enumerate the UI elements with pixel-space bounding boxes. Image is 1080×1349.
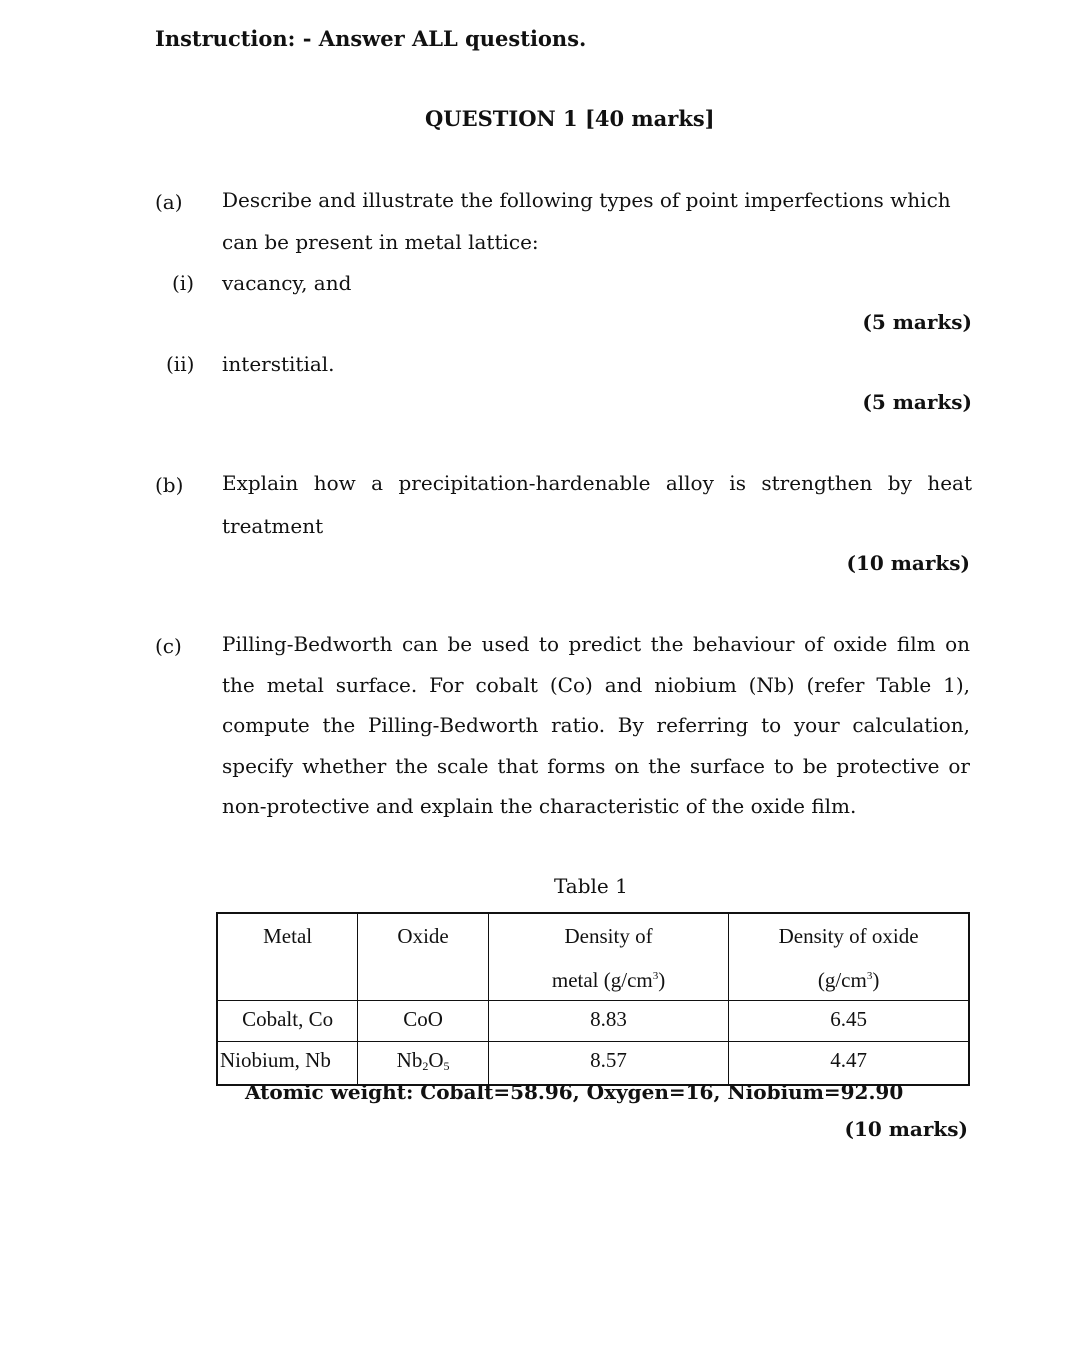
- part-a-text-line2: can be present in metal lattice:: [222, 230, 539, 254]
- table-row: [217, 1001, 969, 1042]
- oxide-formula-o: O: [428, 1048, 444, 1072]
- cell-oxide: [358, 1042, 489, 1086]
- question-title: QUESTION 1 [40 marks]: [425, 106, 715, 131]
- header-density-oxide-unit: (g/cm: [817, 968, 867, 992]
- cell-oxide: CoO: [358, 1001, 489, 1042]
- table-header-row: [217, 913, 969, 1001]
- header-metal: [217, 913, 358, 1001]
- cell-metal: Niobium, Nb: [217, 1042, 358, 1086]
- header-density-metal-line2: [489, 956, 728, 1000]
- oxide-formula-sub2: 5: [443, 1059, 450, 1073]
- header-oxide-text: Oxide: [397, 924, 449, 948]
- table-caption: Table 1: [554, 874, 628, 898]
- part-a-i-text: vacancy, and: [222, 271, 352, 295]
- part-b-text-line2: treatment: [222, 514, 324, 538]
- oxide-formula-sub1: 2: [422, 1059, 429, 1073]
- header-density-oxide: [729, 913, 969, 1001]
- part-a-label: (a): [155, 190, 183, 214]
- part-b-text-line1: Explain how a precipitation-hardenable alloy is strengthen by heat: [222, 471, 972, 495]
- header-density-metal-unit: metal (g/cm: [551, 968, 653, 992]
- density-table: [216, 912, 970, 1086]
- header-density-oxide-line2: [729, 956, 968, 1000]
- part-a-text-line1: Describe and illustrate the following types of point imperfections which: [222, 188, 951, 212]
- part-c-marks: (10 marks): [844, 1117, 968, 1141]
- oxide-formula-nb: Nb: [396, 1048, 423, 1072]
- part-c-text: Pilling-Bedworth can be used to predict the behaviour of oxide film on the metal surface. For cobalt (Co) and niobium (Nb) (refer Table 1), compute the Pilling-Bedworth ratio. By referring to your calculation, specify whether the scale that forms on the surface to be protective or non-protective and explain the characteristic of the oxide film.: [222, 632, 970, 818]
- header-density-oxide-close: ): [872, 968, 880, 992]
- header-density-metal-exp: 3: [652, 970, 659, 982]
- cell-density-oxide: 6.45: [729, 1001, 969, 1042]
- part-c-label: (c): [155, 634, 182, 658]
- part-b-label: (b): [155, 473, 184, 497]
- cell-metal: Cobalt, Co: [217, 1001, 358, 1042]
- cell-density-oxide: 4.47: [729, 1042, 969, 1086]
- header-density-metal: [488, 913, 728, 1001]
- part-a-ii-text: interstitial.: [222, 352, 335, 376]
- atomic-weight-note: Atomic weight: Cobalt=58.96, Oxygen=16, Niobium=92.90: [245, 1080, 904, 1104]
- part-a-i-marks: (5 marks): [862, 310, 972, 334]
- header-oxide: [358, 913, 489, 1001]
- part-a-ii-label: (ii): [166, 352, 195, 376]
- instruction-line: Instruction: - Answer ALL questions.: [155, 26, 587, 51]
- cell-density-metal: 8.83: [488, 1001, 728, 1042]
- part-a-i-label: (i): [172, 271, 195, 295]
- cell-density-metal: 8.57: [488, 1042, 728, 1086]
- part-a-ii-marks: (5 marks): [862, 390, 972, 414]
- table-row: [217, 1042, 969, 1086]
- header-metal-text: Metal: [263, 924, 313, 948]
- header-density-metal-close: ): [658, 968, 666, 992]
- header-density-metal-line1: Density of: [564, 924, 653, 948]
- part-b-marks: (10 marks): [846, 551, 970, 575]
- header-density-oxide-exp: 3: [866, 970, 873, 982]
- header-density-oxide-line1: Density of oxide: [778, 924, 919, 948]
